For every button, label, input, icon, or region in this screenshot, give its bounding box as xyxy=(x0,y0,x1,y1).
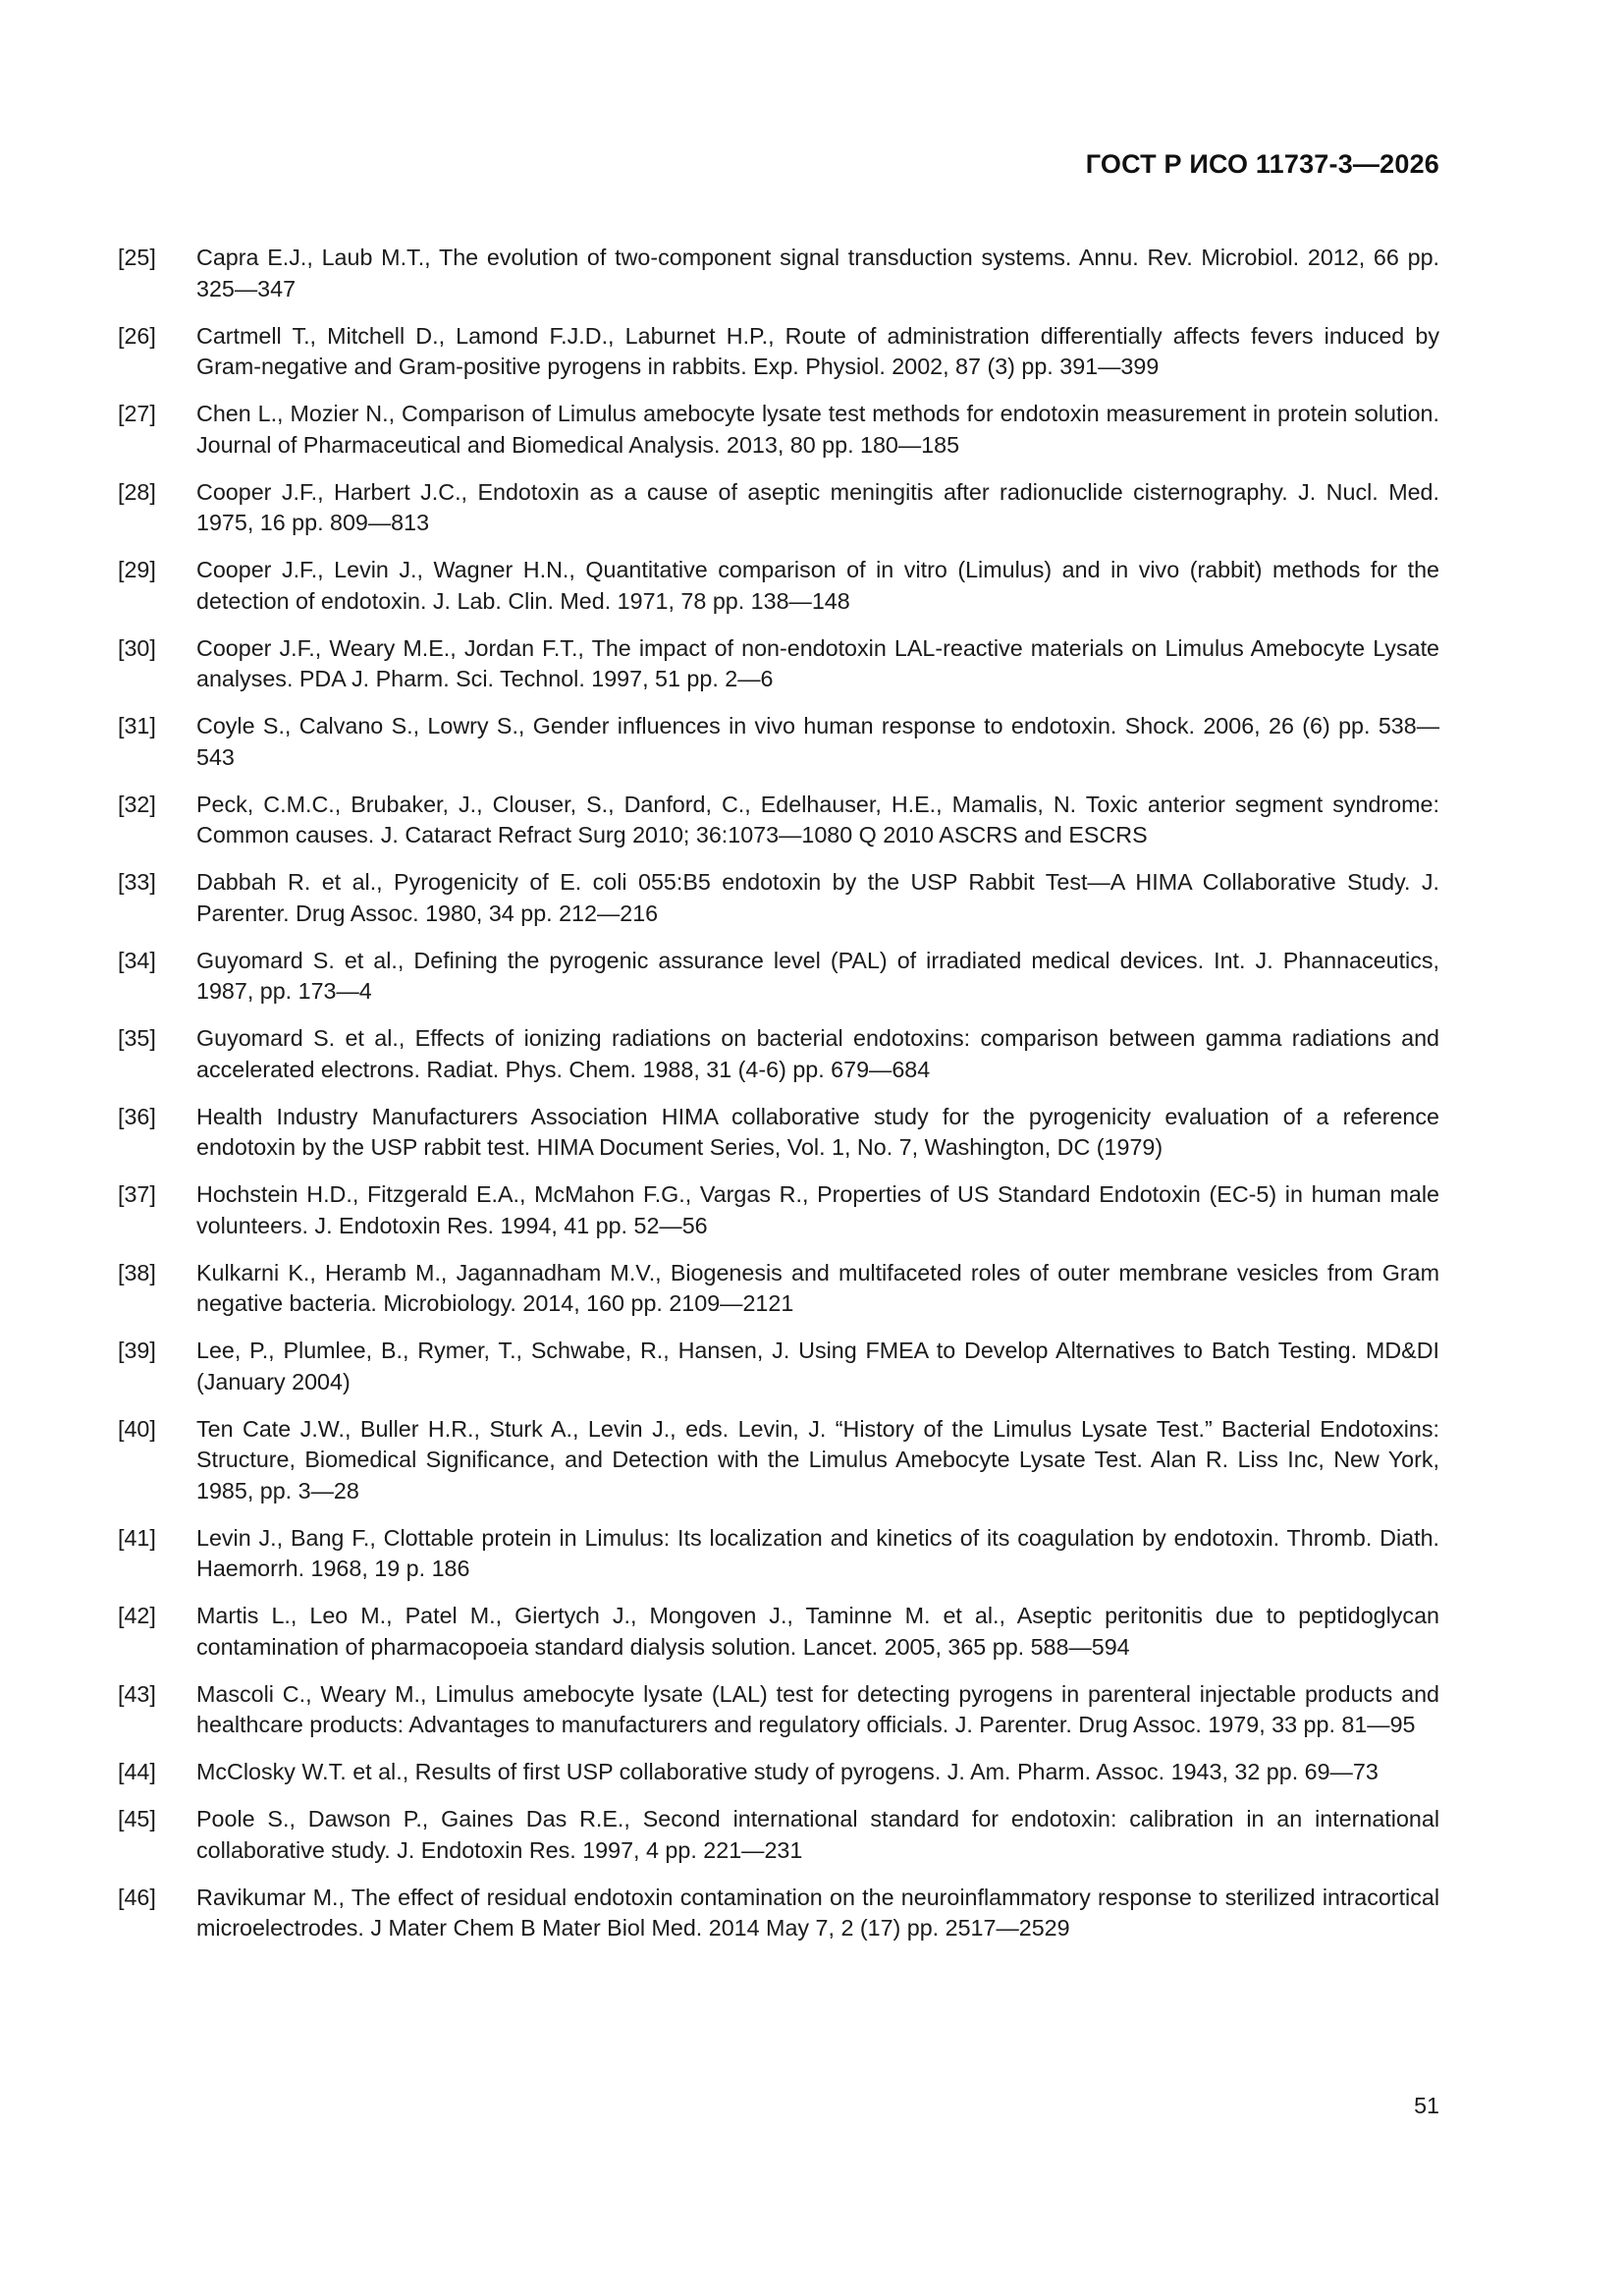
reference-number: [29] xyxy=(118,557,156,582)
reference-text: Poole S., Dawson P., Gaines Das R.E., Second international standard for endotoxin: calibration in an international collaborative study. J. Endotoxin Res. 1997, 4 pp. 221—231 xyxy=(196,1806,1439,1863)
reference-entry xyxy=(118,946,1439,1008)
reference-entry xyxy=(118,790,1439,851)
reference-number: [28] xyxy=(118,478,156,505)
reference-number: [31] xyxy=(118,713,156,738)
reference-number: [43] xyxy=(118,1680,156,1707)
reference-text: Martis L., Leo M., Patel M., Giertych J., Mongoven J., Taminne M. et al., Aseptic peritonitis due to peptidoglycan contamination of pharmacopoeia standard dialysis solution. Lancet. 2005, 365 pp. 588—594 xyxy=(196,1603,1439,1660)
reference-entry xyxy=(118,1258,1439,1320)
reference-entry xyxy=(118,1601,1439,1663)
reference-text: Cartmell T., Mitchell D., Lamond F.J.D., Laburnet H.P., Route of administration differentially affects fevers induced by Gram-negative and Gram-positive pyrogens in rabbits. Exp. Physiol. 2002, 87 (3) pp. 391—399 xyxy=(196,322,1439,379)
reference-entry xyxy=(118,399,1439,461)
reference-number: [44] xyxy=(118,1759,156,1784)
reference-text: Cooper J.F., Levin J., Wagner H.N., Quantitative comparison of in vitro (Limulus) and in vivo (rabbit) methods for the detection of endotoxin. J. Lab. Clin. Med. 1971, 78 pp. 138—148 xyxy=(196,557,1439,614)
reference-number: [37] xyxy=(118,1181,156,1207)
bibliography-list xyxy=(118,243,1439,1960)
reference-text: Ravikumar M., The effect of residual endotoxin contamination on the neuroinflammatory response to sterilized intracortical microelectrodes. J Mater Chem B Mater Biol Med. 2014 May 7, 2 (17) pp. 2517—2529 xyxy=(196,1884,1439,1941)
reference-text: Capra E.J., Laub M.T., The evolution of two-component signal transduction systems. Annu. Rev. Microbiol. 2012, 66 pp. 325—347 xyxy=(196,245,1439,301)
reference-text: Coyle S., Calvano S., Lowry S., Gender influences in vivo human response to endotoxin. Shock. 2006, 26 (6) pp. 538—543 xyxy=(196,713,1439,770)
reference-number: [40] xyxy=(118,1415,156,1442)
reference-entry xyxy=(118,477,1439,539)
reference-text: Cooper J.F., Weary M.E., Jordan F.T., The impact of non-endotoxin LAL-reactive materials on Limulus Amebocyte Lysate analyses. PDA J. Pharm. Sci. Technol. 1997, 51 pp. 2—6 xyxy=(196,634,1439,691)
reference-entry xyxy=(118,1102,1439,1164)
reference-entry xyxy=(118,1679,1439,1741)
reference-entry xyxy=(118,867,1439,929)
reference-number: [26] xyxy=(118,322,156,349)
reference-text: Health Industry Manufacturers Association HIMA collaborative study for the pyrogenicity evaluation of a reference endotoxin by the USP rabbit test. HIMA Document Series, Vol. 1, No. 7, Washington, DC (1979) xyxy=(196,1103,1439,1160)
reference-number: [25] xyxy=(118,245,156,270)
reference-number: [39] xyxy=(118,1338,156,1363)
reference-text: Peck, C.M.C., Brubaker, J., Clouser, S., Danford, C., Edelhauser, H.E., Mamalis, N. Toxic anterior segment syndrome: Common causes. J. Cataract Refract Surg 2010; 36:1073—1080 Q 2010 ASCRS and ESCRS xyxy=(196,791,1439,847)
reference-entry xyxy=(118,1023,1439,1085)
reference-text: Guyomard S. et al., Effects of ionizing radiations on bacterial endotoxins: comparison between gamma radiations and accelerated electrons. Radiat. Phys. Chem. 1988, 31 (4-6) pp. 679—684 xyxy=(196,1025,1439,1082)
reference-entry xyxy=(118,1804,1439,1866)
reference-number: [32] xyxy=(118,791,156,817)
reference-text: Lee, P., Plumlee, B., Rymer, T., Schwabe, R., Hansen, J. Using FMEA to Develop Alternatives to Batch Testing. MD&DI (January 2004) xyxy=(196,1338,1439,1394)
reference-text: Mascoli C., Weary M., Limulus amebocyte lysate (LAL) test for detecting pyrogens in parenteral injectable products and healthcare products: Advantages to manufacturers and regulatory officials. J. Parenter. Drug Assoc. 1979, 33 pp. 81—95 xyxy=(196,1680,1439,1737)
reference-text: Levin J., Bang F., Clottable protein in Limulus: Its localization and kinetics of its coagulation by endotoxin. Thromb. Diath. Haemorrh. 1968, 19 p. 186 xyxy=(196,1524,1439,1581)
reference-number: [41] xyxy=(118,1524,156,1551)
reference-number: [34] xyxy=(118,947,156,973)
reference-entry xyxy=(118,711,1439,773)
reference-number: [46] xyxy=(118,1884,156,1910)
reference-entry xyxy=(118,321,1439,383)
reference-number: [38] xyxy=(118,1259,156,1285)
reference-entry xyxy=(118,1414,1439,1507)
reference-entry xyxy=(118,633,1439,695)
reference-text: Ten Cate J.W., Buller H.R., Sturk A., Levin J., eds. Levin, J. “History of the Limulus Lysate Test.” Bacterial Endotoxins: Structure, Biomedical Significance, and Detection with the Limulus Amebocyte Lysate Test. Alan R. Liss Inc, New York, 1985, pp. 3—28 xyxy=(196,1415,1439,1503)
reference-text: Chen L., Mozier N., Comparison of Limulus amebocyte lysate test methods for endotoxin measurement in protein solution. Journal of Pharmaceutical and Biomedical Analysis. 2013, 80 pp. 180—185 xyxy=(196,401,1439,458)
reference-number: [42] xyxy=(118,1603,156,1628)
reference-entry xyxy=(118,1336,1439,1397)
reference-text: McClosky W.T. et al., Results of first USP collaborative study of pyrogens. J. Am. Pharm. Assoc. 1943, 32 pp. 69—73 xyxy=(196,1759,1379,1784)
reference-entry xyxy=(118,243,1439,304)
reference-entry xyxy=(118,555,1439,617)
reference-number: [45] xyxy=(118,1806,156,1831)
standard-code-header: ГОСТ Р ИСО 11737-3—2026 xyxy=(1085,149,1439,179)
reference-entry xyxy=(118,1883,1439,1944)
reference-text: Dabbah R. et al., Pyrogenicity of E. coli 055:B5 endotoxin by the USP Rabbit Test—A HIMA Collaborative Study. J. Parenter. Drug Assoc. 1980, 34 pp. 212—216 xyxy=(196,869,1439,926)
reference-number: [35] xyxy=(118,1025,156,1051)
reference-number: [33] xyxy=(118,869,156,895)
reference-entry xyxy=(118,1523,1439,1585)
reference-number: [36] xyxy=(118,1103,156,1129)
reference-text: Kulkarni K., Heramb M., Jagannadham M.V., Biogenesis and multifaceted roles of outer membrane vesicles from Gram negative bacteria. Microbiology. 2014, 160 pp. 2109—2121 xyxy=(196,1259,1439,1316)
page-number: 51 xyxy=(1414,2093,1439,2118)
reference-number: [27] xyxy=(118,401,156,426)
reference-text: Hochstein H.D., Fitzgerald E.A., McMahon F.G., Vargas R., Properties of US Standard Endotoxin (EC-5) in human male volunteers. J. Endotoxin Res. 1994, 41 pp. 52—56 xyxy=(196,1181,1439,1238)
reference-text: Guyomard S. et al., Defining the pyrogenic assurance level (PAL) of irradiated medical devices. Int. J. Phannaceutics, 1987, pp. 173—4 xyxy=(196,947,1439,1004)
reference-entry xyxy=(118,1757,1439,1788)
reference-number: [30] xyxy=(118,634,156,661)
reference-entry xyxy=(118,1179,1439,1241)
reference-text: Cooper J.F., Harbert J.C., Endotoxin as a cause of aseptic meningitis after radionuclide cisternography. J. Nucl. Med. 1975, 16 pp. 809—813 xyxy=(196,478,1439,535)
